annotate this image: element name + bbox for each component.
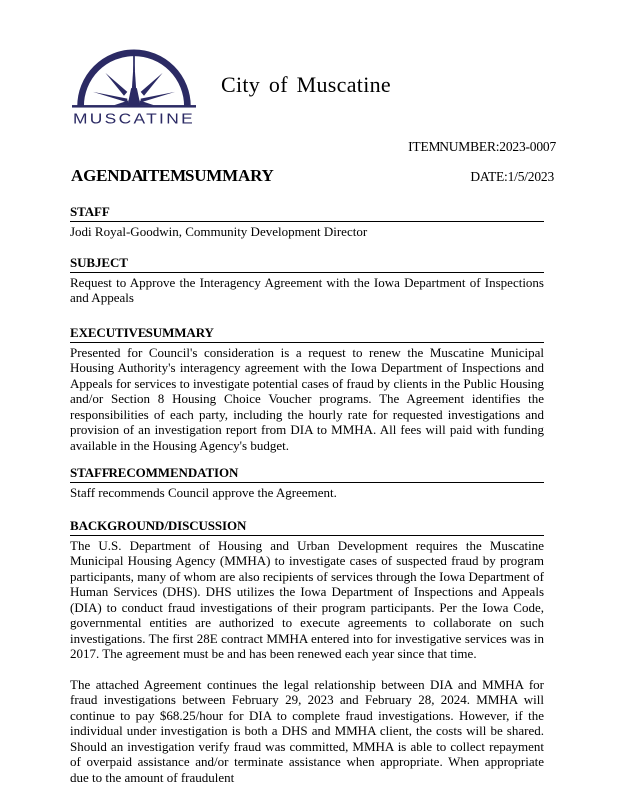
date bbox=[470, 169, 554, 185]
background-paragraph-1: The U.S. Department of Housing and Urban Development requires the Muscatine Municipal Housing Agency (MMHA) to investigate cases of suspected fraud by program participants, many of whom are also recipients of services through the Iowa Department of Human Services (DHS). DHS utilizes the Iowa Department of Inspections and Appeals (DIA) to conduct fraud investigations of their program participants. Per the Iowa Code, governmental entities are authorized to execute agreements to collaborate on such investigations. The first 28E contract MMHA entered into for investigative services was in 2017. The agreement must be and has been renewed each year since that time. bbox=[70, 537, 544, 661]
subject-text: Request to Approve the Interagency Agreement with the Iowa Department of Inspections and Appeals bbox=[70, 274, 544, 305]
item-number-label: ITEM NUMBER: bbox=[408, 139, 500, 154]
logo-wordmark: MUSCATINE bbox=[72, 111, 196, 128]
city-of-muscatine-logo-icon bbox=[72, 46, 196, 134]
section-heading-staff: STAFF bbox=[70, 204, 544, 222]
staff-recommendation-text: Staff recommends Council approve the Agreement. bbox=[70, 485, 337, 500]
section-heading-staff-recommendation: STAFF RECOMMENDATION bbox=[70, 465, 544, 483]
section-executive-summary bbox=[70, 325, 544, 454]
page-title: AGENDA ITEM SUMMARY bbox=[71, 166, 274, 185]
background-paragraph-2: The attached Agreement continues the legal relationship between DIA and MMHA for fraud investigations between February 29, 2023 and February 28, 2024. MMHA will continue to pay $68.25/hour for DIA to complete fraud investigations. However, if the individual under investigation is both a DHS and MMHA client, the costs will be shared. Should an investigation verify fraud was committed, MMHA is able to collect repayment of overpaid assistance and/or terminate assistance when appropriate. When appropriate due to the amount of fraudulent bbox=[70, 676, 544, 785]
executive-summary-text: Presented for Council's consideration is a request to renew the Muscatine Municipal Housing Authority's interagency agreement with the Iowa Department of Inspections and Appeals for services to investigate potential cases of fraud by clients in the Public Housing and/or Section 8 Housing Choice Voucher programs. The Agreement identifies the responsibilities of each party, including the hourly rate for requested investigations and provision of an investigation report from DIA to MMHA. All fees will paid with funding available in the Housing Agency's budget. bbox=[70, 344, 544, 453]
org-title: City of Muscatine bbox=[221, 72, 391, 97]
item-number bbox=[408, 139, 556, 155]
section-heading-executive-summary: EXECUTIVE SUMMARY bbox=[70, 325, 544, 343]
section-staff bbox=[70, 204, 544, 240]
date-label: DATE: bbox=[470, 169, 508, 184]
section-background-discussion bbox=[70, 518, 544, 786]
staff-name: Jodi Royal-Goodwin, Community Development Director bbox=[70, 224, 368, 239]
date-value: 1/5/2023 bbox=[507, 169, 554, 184]
section-heading-subject: SUBJECT bbox=[70, 255, 544, 273]
section-subject bbox=[70, 255, 544, 306]
item-number-value: 2023-0007 bbox=[499, 139, 556, 154]
section-staff-recommendation bbox=[70, 465, 544, 501]
document-body bbox=[70, 204, 544, 800]
section-heading-background-discussion: BACKGROUND/DISCUSSION bbox=[70, 518, 544, 536]
